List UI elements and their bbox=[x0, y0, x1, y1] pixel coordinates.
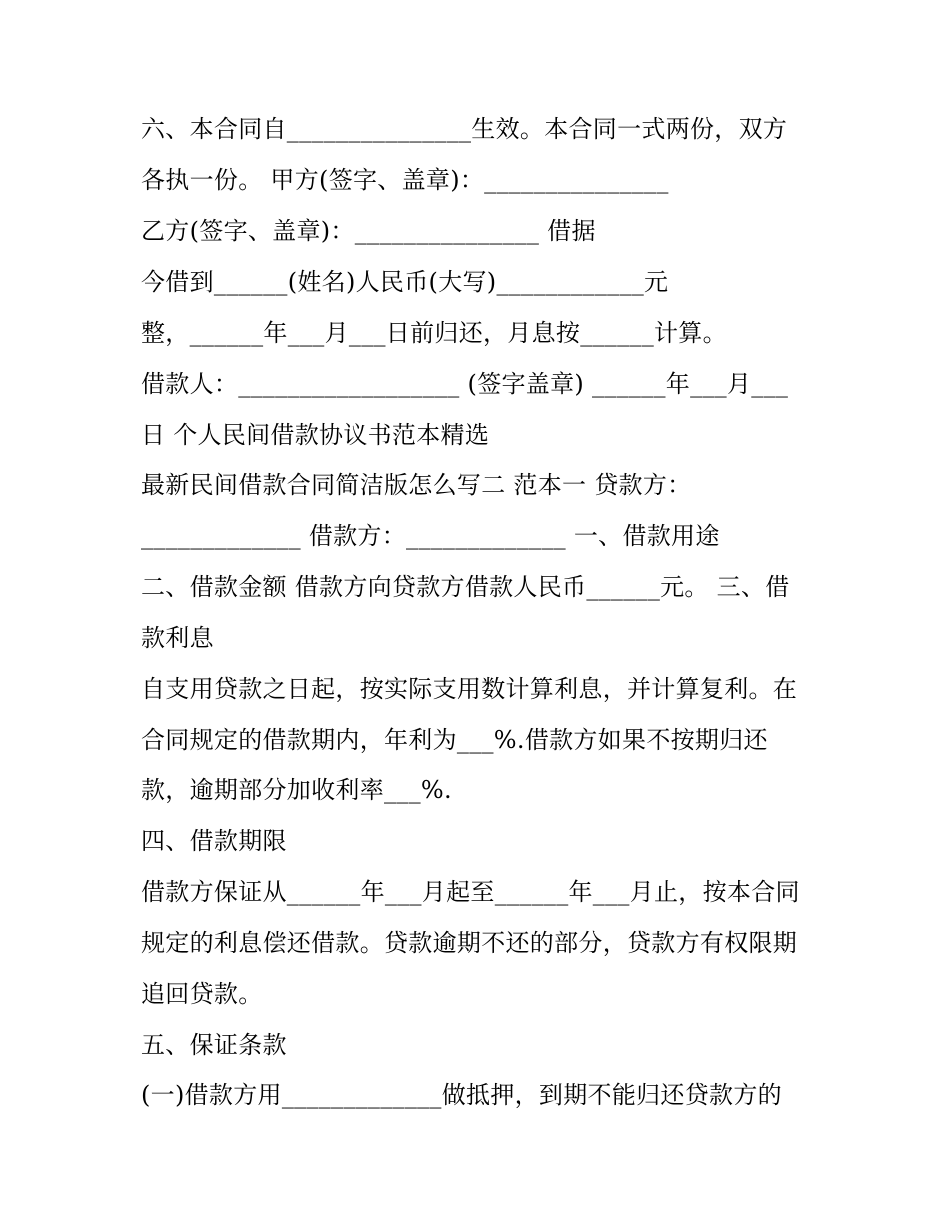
text-line: 二、借款金额 借款方向贷款方借款人民币______元。 三、借 bbox=[141, 573, 790, 601]
text-line: 款利息 bbox=[141, 624, 214, 652]
text-line: 借款人：__________________ (签字盖章) ______年___月___ bbox=[141, 370, 789, 398]
text-line: 乙方(签字、盖章)：_______________ 借据 bbox=[141, 217, 596, 245]
text-line: 最新民间借款合同简洁版怎么写二 范本一 贷款方： bbox=[141, 471, 692, 499]
text-line: 规定的利息偿还借款。贷款逾期不还的部分，贷款方有权限期 bbox=[141, 929, 798, 957]
text-line: 日 个人民间借款协议书范本精选 bbox=[141, 421, 490, 449]
text-line: 六、本合同自_______________生效。本合同一式两份，双方 bbox=[141, 115, 788, 143]
text-line: 合同规定的借款期内，年利为___%.借款方如果不按期归还 bbox=[141, 726, 768, 754]
text-line: 今借到______(姓名)人民币(大写)____________元 bbox=[141, 268, 669, 296]
text-line: 四、借款期限 bbox=[141, 827, 287, 855]
text-line: (一)借款方用_____________做抵押，到期不能归还贷款方的 bbox=[141, 1081, 782, 1109]
text-line: 自支用贷款之日起，按实际支用数计算利息，并计算复利。在 bbox=[141, 675, 798, 703]
text-line: 追回贷款。 bbox=[141, 980, 263, 1008]
text-line: 整，______年___月___日前归还，月息按______计算。 bbox=[141, 319, 727, 347]
text-line: 各执一份。 甲方(签字、盖章)：_______________ bbox=[141, 166, 669, 194]
text-line: 借款方保证从______年___月起至______年___月止，按本合同 bbox=[141, 878, 800, 906]
text-line: _____________ 借款方：_____________ 一、借款用途 bbox=[141, 522, 720, 550]
text-line: 五、保证条款 bbox=[141, 1031, 287, 1059]
text-line: 款，逾期部分加收利率___%. bbox=[141, 776, 452, 804]
